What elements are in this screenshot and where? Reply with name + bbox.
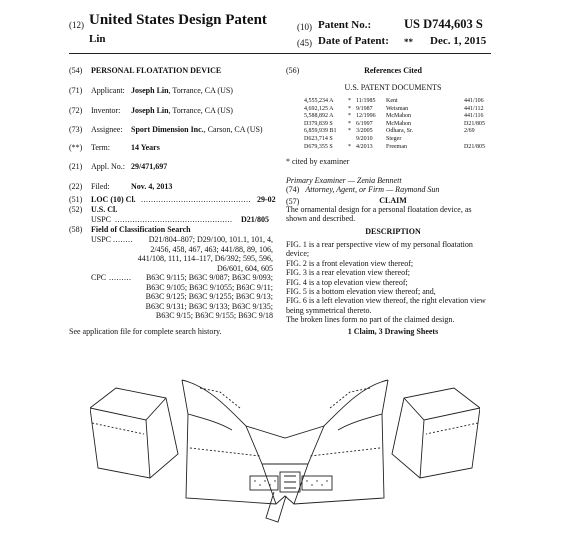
refs-subtitle: U.S. PATENT DOCUMENTS bbox=[344, 83, 442, 92]
refs-code: (56) bbox=[286, 66, 300, 75]
description-title: DESCRIPTION bbox=[365, 227, 421, 236]
reference-star: * bbox=[348, 98, 351, 104]
reference-cls: 441/112 bbox=[464, 105, 484, 112]
primary-examiner: Primary Examiner — Zenia Bennett bbox=[286, 176, 402, 185]
reference-date: 11/1985 bbox=[356, 98, 376, 104]
reference-star: * bbox=[348, 105, 351, 112]
reference-num: D679,355 S bbox=[304, 143, 333, 150]
claim-title: CLAIM bbox=[379, 196, 407, 205]
reference-num: 6,859,939 B1 bbox=[304, 128, 337, 135]
left-arm-band bbox=[90, 388, 178, 478]
reference-num: 5,588,892 A bbox=[304, 113, 334, 120]
right-arm-band bbox=[392, 388, 480, 478]
patent-number: US D744,603 S bbox=[404, 17, 483, 31]
patent-date: Dec. 1, 2015 bbox=[430, 35, 487, 47]
reference-date: 3/2005 bbox=[356, 128, 373, 135]
reference-cls: D21/805 bbox=[464, 143, 485, 150]
reference-date: 9/1987 bbox=[356, 105, 373, 112]
date-label: Date of Patent: bbox=[318, 35, 389, 47]
date-stars: ** bbox=[404, 37, 413, 47]
vest-body bbox=[182, 380, 388, 504]
reference-name: McMahon bbox=[386, 113, 411, 120]
invention-title: PERSONAL FLOATATION DEVICE bbox=[91, 66, 222, 75]
kind-code: (12) bbox=[69, 20, 84, 30]
description-line: being symmetrical thereto. bbox=[286, 305, 372, 315]
reference-name: Weisman bbox=[386, 105, 409, 112]
reference-cls: D21/805 bbox=[464, 120, 485, 127]
reference-date: 12/1996 bbox=[356, 113, 376, 120]
date-code: (45) bbox=[297, 38, 312, 48]
reference-cls: 2/69 bbox=[464, 128, 475, 135]
description-line: FIG. 5 is a bottom elevation view thereof; and, bbox=[286, 287, 436, 296]
reference-name: Steger bbox=[386, 135, 402, 142]
description-line: FIG. 2 is a front elevation view thereof; bbox=[286, 258, 414, 268]
reference-star: * bbox=[348, 113, 351, 120]
reference-date: 6/1997 bbox=[356, 120, 373, 127]
attorney-field: (74) Attorney, Agent, or Firm — Raymond Sun bbox=[286, 185, 440, 194]
floatation-device-drawing bbox=[90, 368, 480, 528]
buckle-texture bbox=[254, 480, 327, 485]
description-line: FIG. 4 is a top elevation view thereof; bbox=[286, 277, 408, 287]
description-line: The broken lines form no part of the claimed design. bbox=[286, 315, 455, 325]
inventor-short: Lin bbox=[89, 33, 106, 45]
left-column: (54) PERSONAL FLOATATION DEVICE (71) Applicant: Joseph Lin, Torrance, CA (US) (72) Inventor: Joseph Lin, Torrance, CA (US) (73) Assignee: Sport Dimension Inc., Carson, CA (US) (**) Term: 14 Years (21) Appl. No.: 29/471,697 (22) Filed: Nov. 4, 2013 (51) LOC (10) Cl. ............................................ 29-02 (52) U.S. Cl. USPC ............................................... D21/805 (58) Field of Classification Search USPC ........ D21/804–807; D29/100, 101.1, 101, 4, 2/456, 458, 467, 463; 441/88, 89, 106, 441/108, 111, 114–117, D6/392; 595, 596, D6/601, 604, 605 CPC ......... B63C 9/115; B63C 9/087; B63C 9/093; B63C 9/105; B63C 9/1055; B63C 9/11; B63C 9/125; B63C 9/1255; B63C 9/13; B63C 9/131; B63C 9/133; B63C 9/135; B63C 9/15; B63C 9/155; B63C 9/18 See application file for complete search history. bbox=[69, 66, 276, 336]
reference-num: 4,555,234 A bbox=[304, 98, 334, 104]
claim-line: shown and described. bbox=[286, 214, 356, 223]
claims-footer: 1 Claim, 3 Drawing Sheets bbox=[347, 327, 439, 336]
buckle-strap bbox=[250, 472, 332, 522]
claim-line: The ornamental design for a personal floatation device, as bbox=[286, 205, 472, 214]
reference-star: * bbox=[348, 128, 351, 135]
reference-num: D623,714 S bbox=[304, 135, 333, 142]
reference-star: * bbox=[348, 120, 351, 127]
claim-code: (57) bbox=[286, 197, 300, 206]
document-title: United States Design Patent bbox=[89, 12, 267, 28]
description-line: FIG. 6 is a left elevation view thereof, the right elevation view bbox=[286, 296, 486, 306]
cpc-list: B63C 9/115; B63C 9/087; B63C 9/093; B63C 9/105; B63C 9/1055; B63C 9/11; B63C 9/125; B63C 9/1255; B63C 9/13; B63C 9/131; B63C 9/133; B63C 9/135; B63C 9/15; B63C 9/155; B63C 9/18 bbox=[145, 273, 273, 321]
reference-cls: 441/116 bbox=[464, 113, 484, 120]
reference-name: McMahon bbox=[386, 120, 411, 127]
reference-star: * bbox=[348, 143, 351, 150]
reference-name: Odhara, Sr. bbox=[386, 128, 414, 135]
description-line: FIG. 3 is a rear elevation view thereof; bbox=[286, 268, 410, 278]
reference-date: 9/2010 bbox=[356, 135, 373, 142]
field-uspc-list: D21/804–807; D29/100, 101.1, 101, 4, 2/456, 458, 467, 463; 441/88, 89, 106, 441/108, 111, 114–117, D6/392; 595, 596, D6/601, 604, 605 bbox=[137, 235, 273, 273]
reference-num: 4,692,125 A bbox=[304, 105, 334, 112]
reference-cls: 441/106 bbox=[464, 98, 484, 104]
refs-title: References Cited bbox=[364, 66, 422, 75]
description-line: FIG. 1 is a rear perspective view of my personal floatation bbox=[286, 240, 473, 249]
reference-date: 4/2013 bbox=[356, 143, 373, 150]
reference-num: D379,839 S bbox=[304, 120, 333, 127]
see-application: See application file for complete search history. bbox=[69, 327, 222, 336]
reference-name: Freeman bbox=[386, 143, 407, 150]
patent-num-label: Patent No.: bbox=[318, 19, 372, 31]
reference-name: Kent bbox=[386, 98, 398, 104]
description-line: device; bbox=[286, 249, 310, 259]
patent-num-code: (10) bbox=[297, 22, 312, 32]
cited-note: * cited by examiner bbox=[286, 157, 350, 166]
